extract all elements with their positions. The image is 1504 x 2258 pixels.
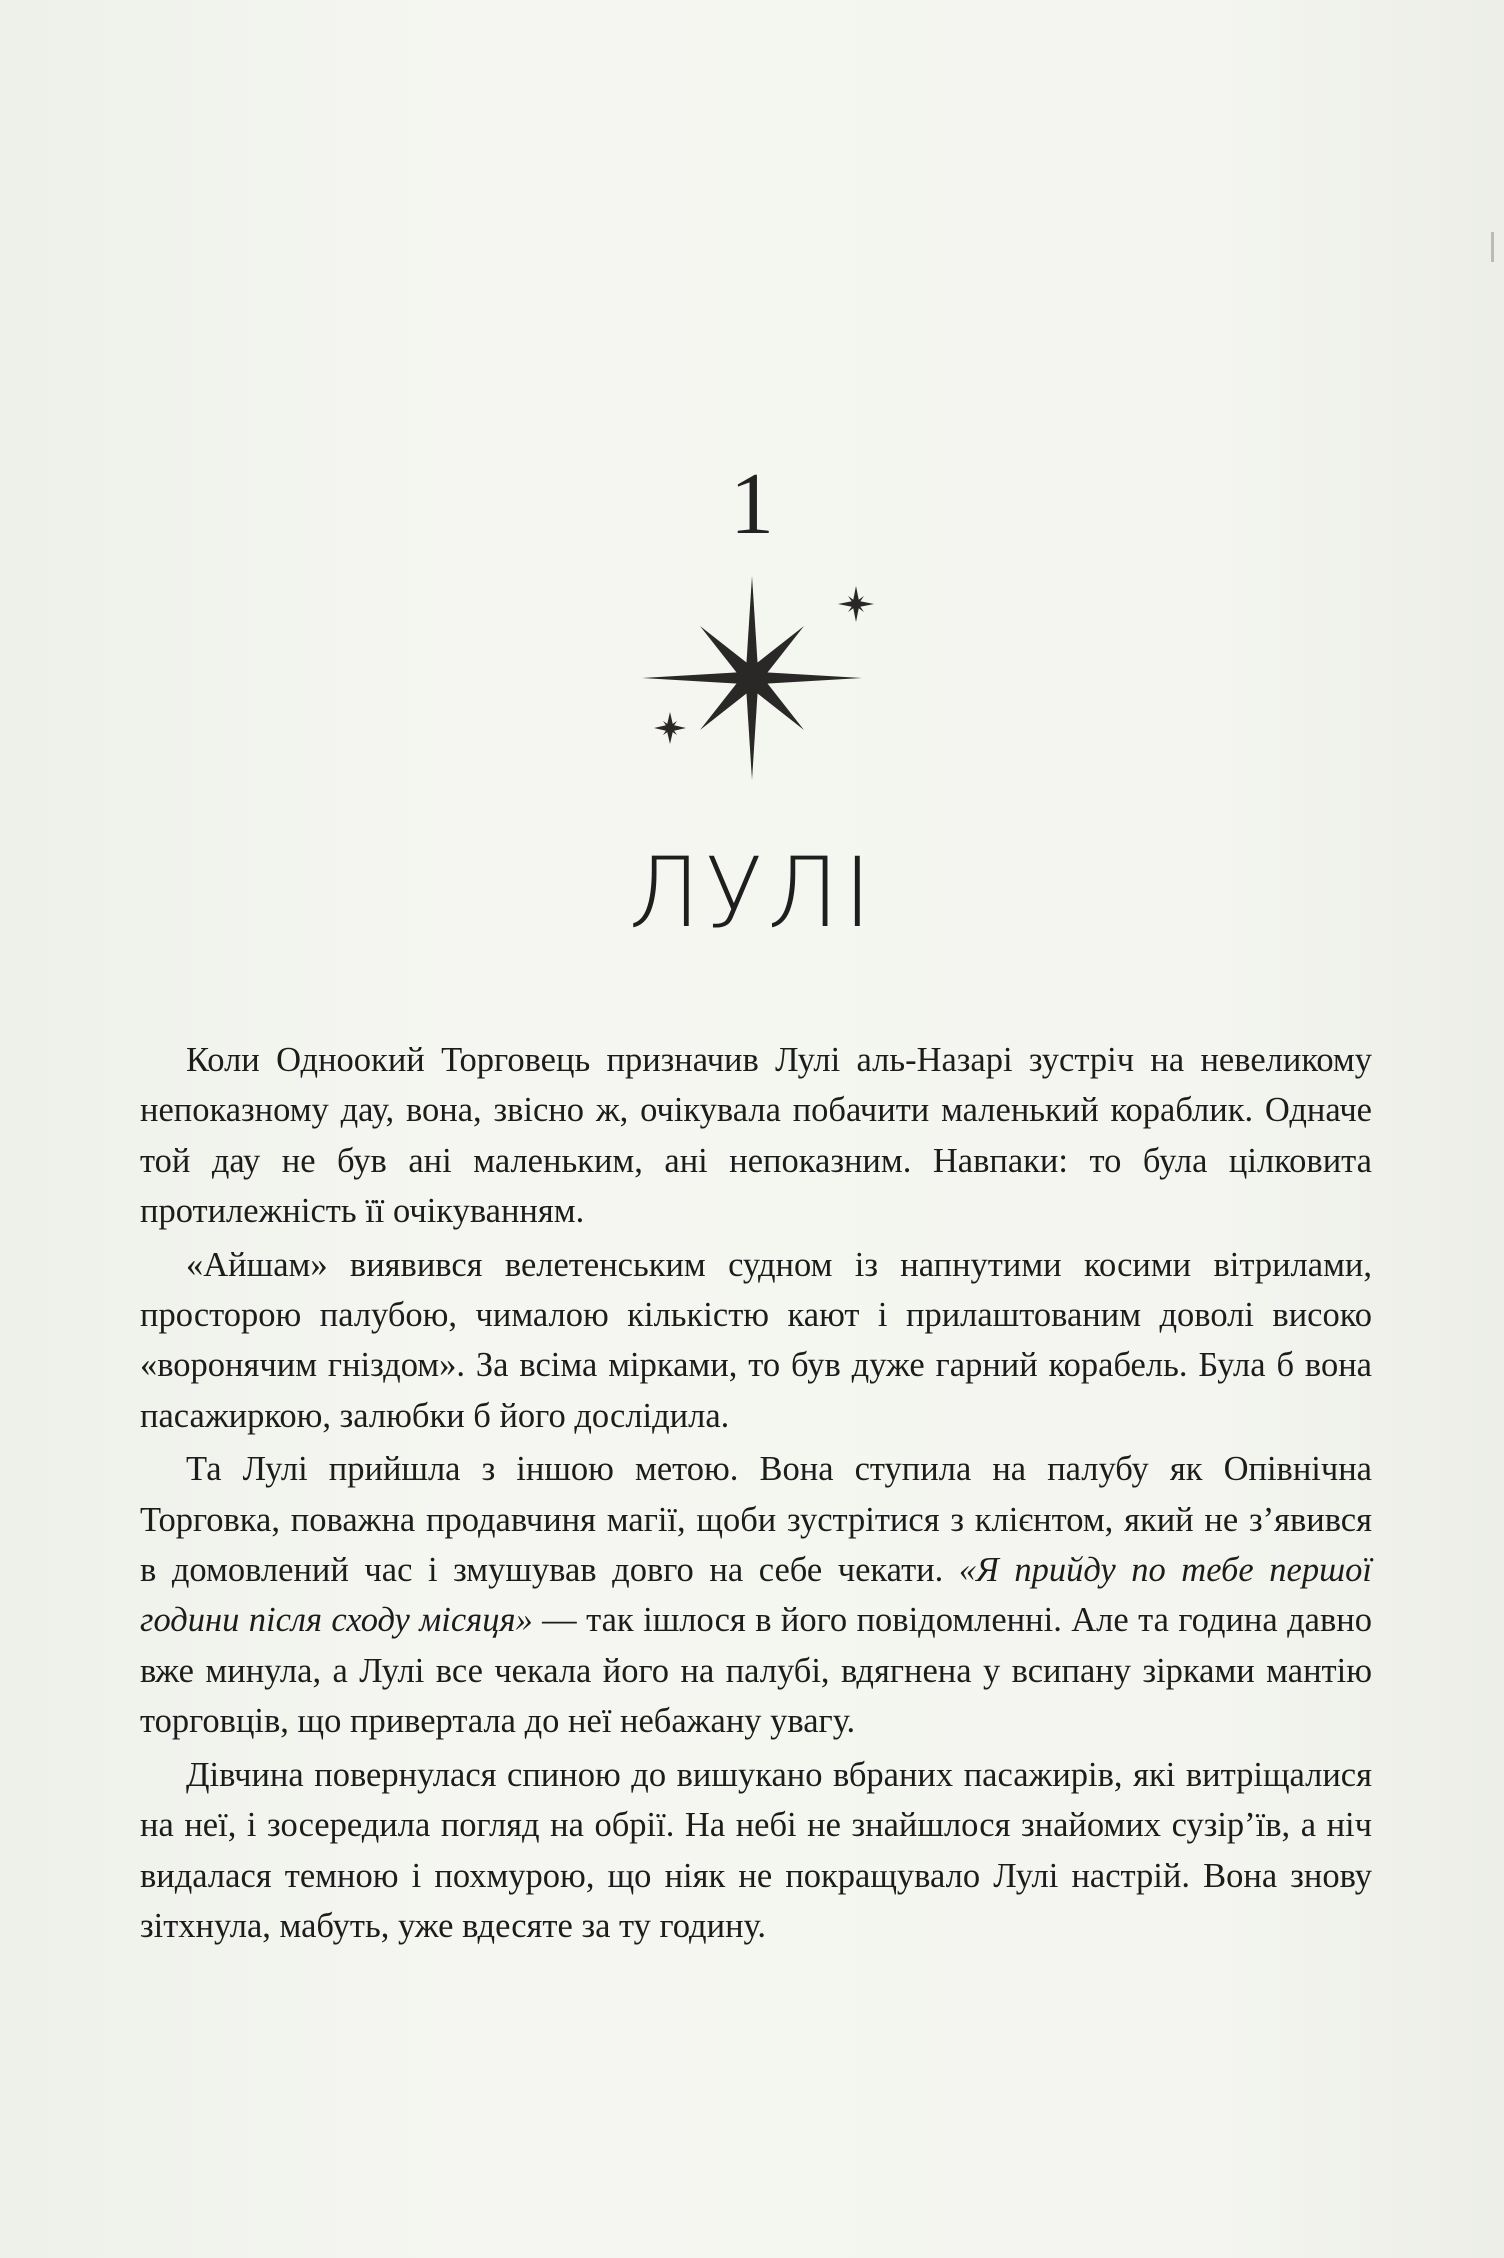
chapter-number: 1: [730, 456, 774, 553]
star-ray-top: [746, 576, 758, 670]
eight-pointed-star-icon: [632, 568, 892, 798]
sparkle-top-right: [838, 586, 874, 622]
paragraph-1: Коли Одноокий Торговець призначив Лулі аль-Назарі зустріч на невеликому непоказному дау, вона, звісно ж, очікувала побачити маленький кораблик. Одначе той дау не був ані маленьким, ані непоказним. Навпаки: то була цілковита протилежність її очікуванням.: [140, 1041, 1372, 1231]
italic-quote: «Я прийду по тебе першої години після сходу місяця»: [140, 1551, 1372, 1640]
chapter-title: ЛУЛІ: [628, 837, 876, 949]
paragraph-4: Дівчина повернулася спиною до вишукано вбраних пасажирів, які витріщалися на неї, і зосередила погляд на обрії. На небі не знайшлося знайомих сузір’їв, а ніч видалася темною і похмурою, що ніяк не покращувало Лулі настрій. Вона знову зітхнула, мабуть, уже вдесяте за ту годину.: [140, 1755, 1372, 1945]
paragraph-2: «Айшам» виявився велетенським судном із напнутими косими вітрилами, просторою палубою, чималою кількістю кают і прилаштованим доволі високо «воронячим гніздом». За всіма мірками, то був дуже гарний корабель. Була б вона пасажиркою, залюбки б його дослідила.: [140, 1245, 1372, 1435]
paragraph-3-tail: — так ішлося в його повідомленні. Але та година давно вже минула, а Лулі все чекала його на палубі, вдягнена у всипану зірками мантію торговців, що привертала до неї небажану увагу.: [140, 1601, 1372, 1741]
paragraph-3: [140, 1444, 1372, 1746]
star-ray-left: [642, 672, 744, 684]
star-ray-right: [760, 672, 862, 684]
sparkle-bottom-left: [654, 712, 686, 744]
chapter-body: [140, 1035, 1372, 1954]
star-ray-bottom: [746, 686, 758, 780]
paragraph-3-lead: Та Лулі прийшла з іншою метою. Вона ступила на палубу як Опівнічна Торговка, поважна продавчиня магії, щоби зустрітися з клієнтом, який не з’явився в домовлений час і змушував довго на себе чекати.: [140, 1450, 1372, 1590]
page-edge-mark: [1491, 232, 1494, 262]
